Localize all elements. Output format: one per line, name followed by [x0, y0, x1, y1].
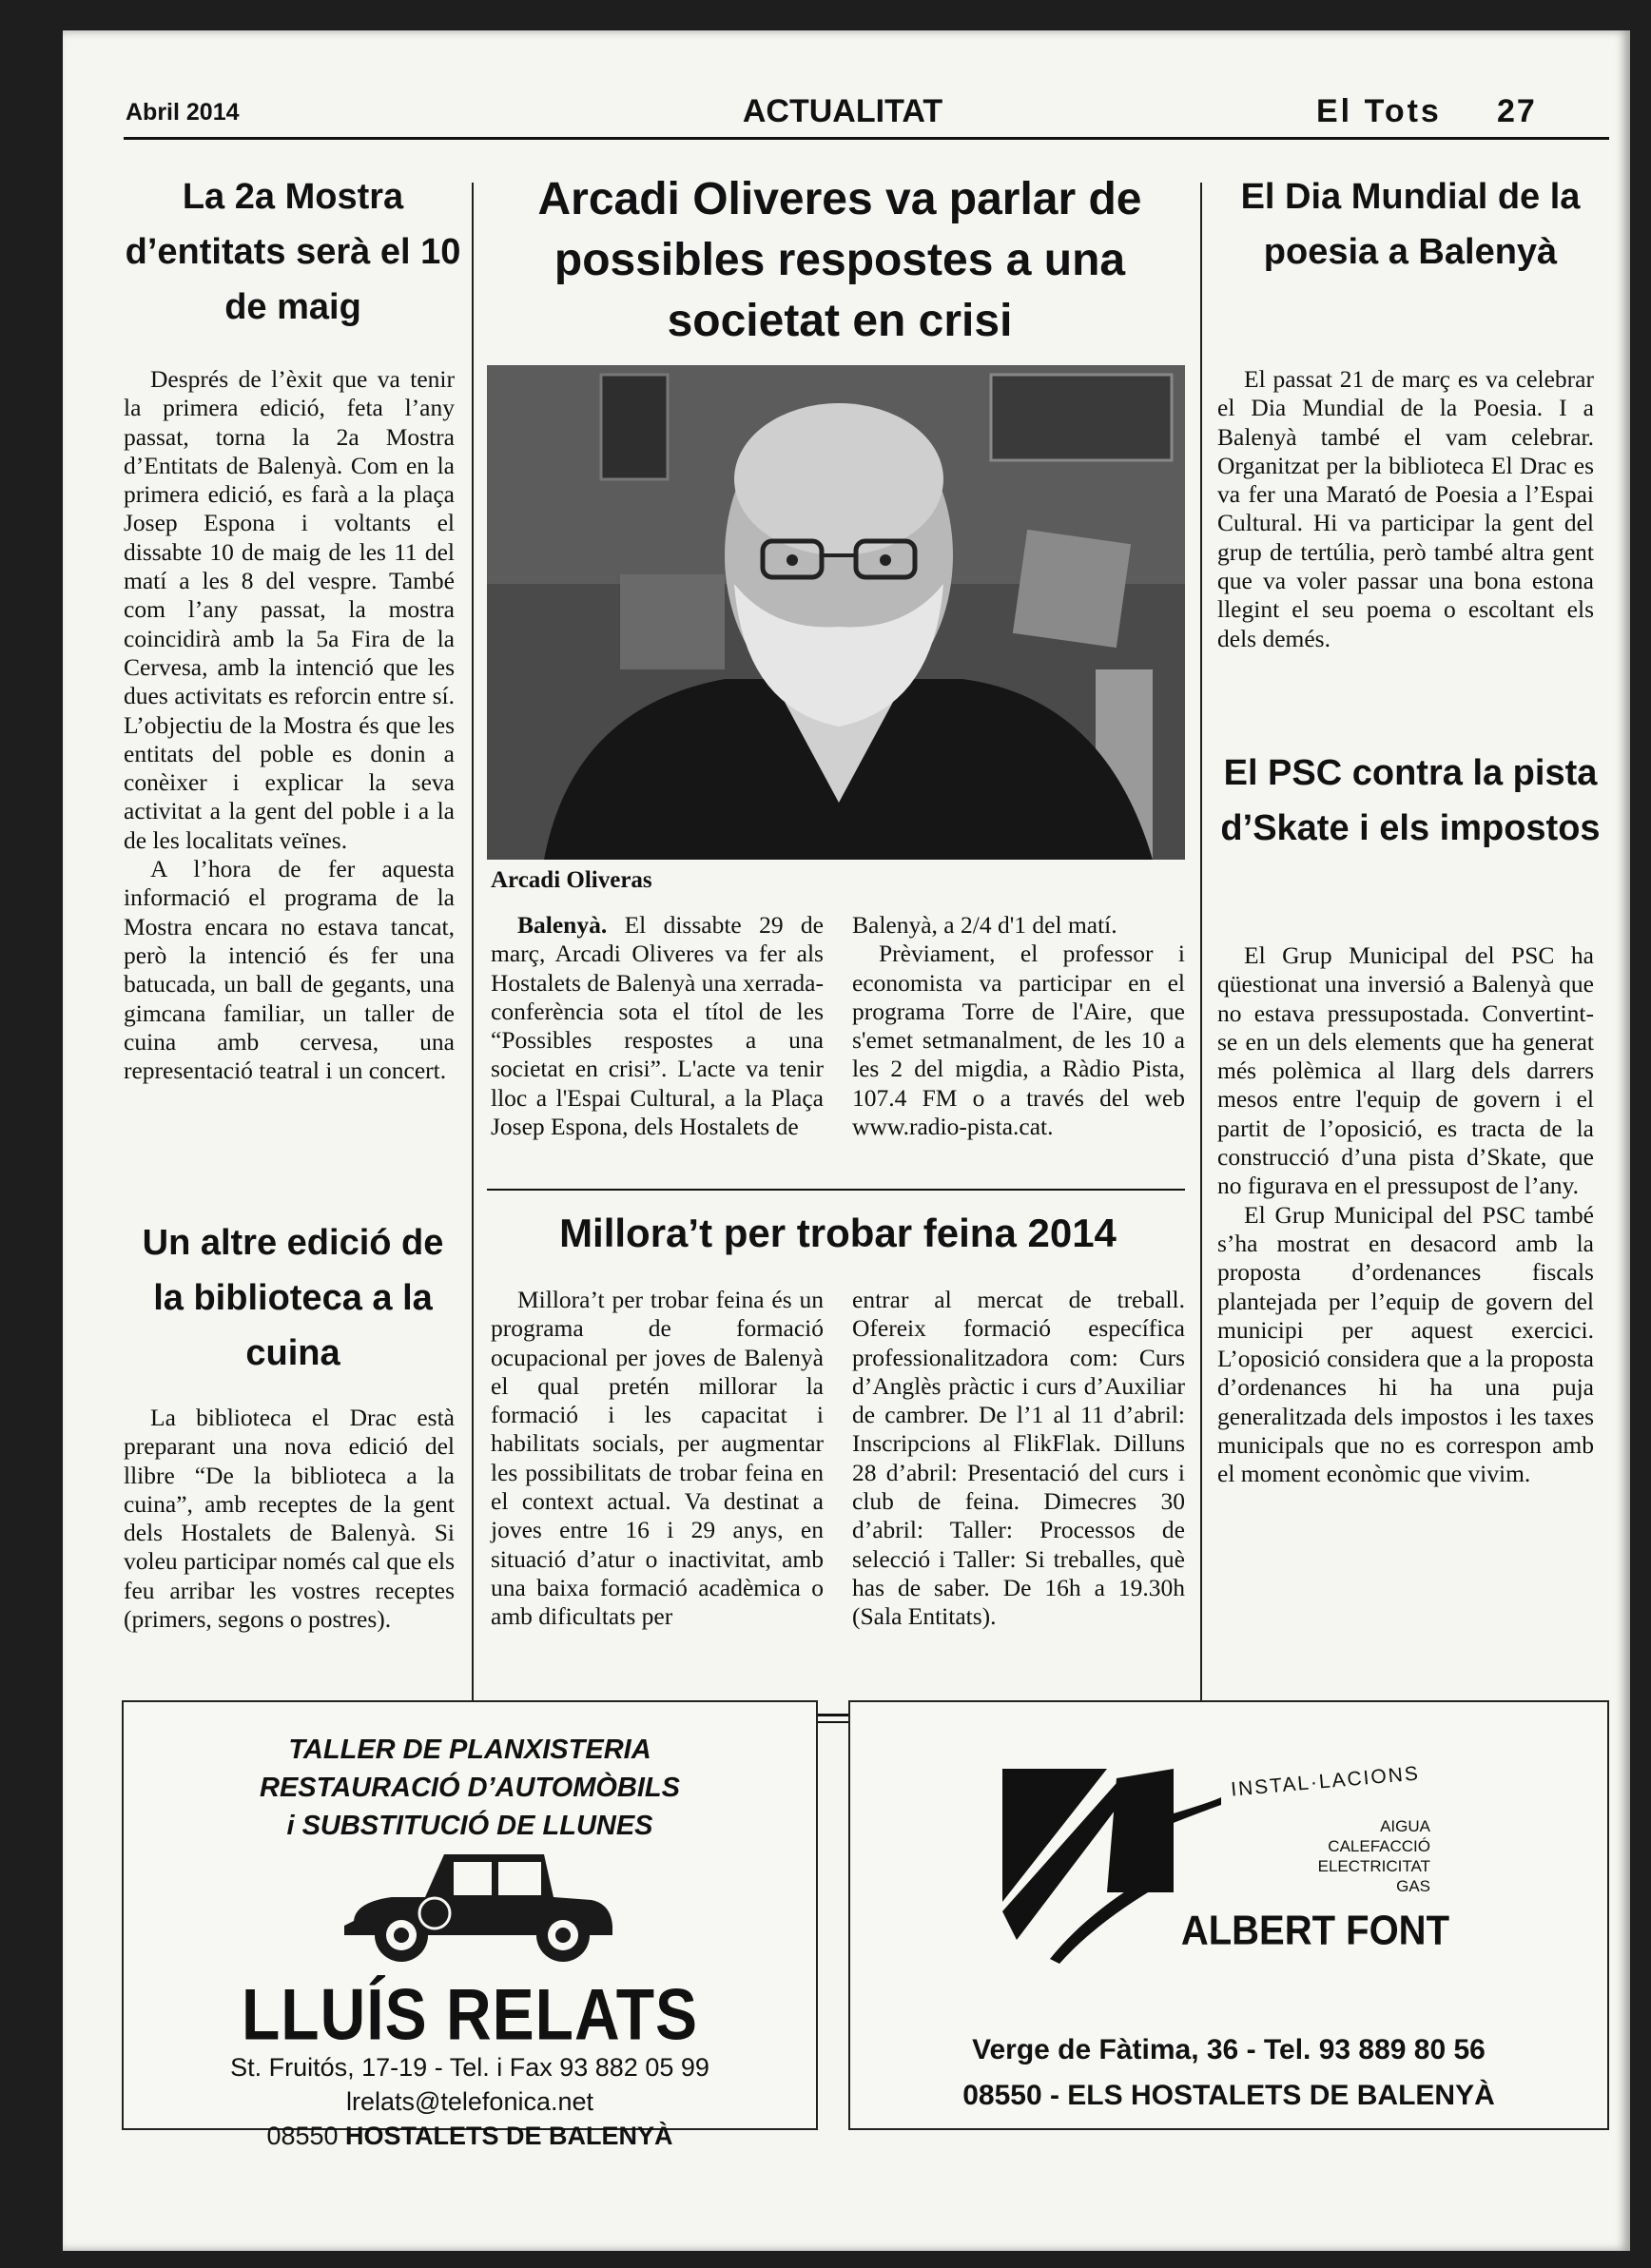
ad-font-installations: INSTAL·LACIONS — [1230, 1762, 1421, 1801]
ad-relats-email: lrelats@telefonica.net — [345, 2087, 594, 2116]
poesia-article-body — [1217, 365, 1594, 653]
publication-name: El Tots — [1316, 93, 1442, 129]
oliveres-text: El dissabte 29 de març, Arcadi Oliveres va fer als Hostalets de Balenyà una xerrada-conferència sota el títol de les “Possibles respostes a una societat en crisi”. L'acte va tenir lloc a l'Espai Cultural, a la Plaça Josep Espona, dels Hostalets de — [491, 911, 825, 1141]
oliveres-column-1 — [491, 911, 824, 1141]
poesia-paragraph: El passat 21 de març es va celebrar el Dia Mundial de la Poesia. I a Balenyà també el vam celebrar. Organitzat per la biblioteca El Drac es va fer una Marató de Poesia a l’Espai Cultural. Hi va participar la gent del grup de tertúlia, però també altra gent que va voler passar una bona estona llegint el seu poema o escoltant els dels demés. — [1217, 365, 1594, 652]
oliveres-text: Prèviament, el professor i economista va participar en el programa Torre de l'Aire, que s'emet setmanalment, de les 10 a les 2 del migdia, a Ràdio Pista, 107.4 FM o a través del web www.radio-pista.cat. — [852, 940, 1185, 1141]
millora-text: entrar al mercat de treball. Ofereix formació específica professionalitzadora com: Curs d’Anglès pràctic i curs d’Auxiliar de cambrer. De l’1 al 11 d’abril: Inscripcions al FlikFlak. Dilluns 28 d’abril: Presentació del curs i club de feina. Dimecres 30 d’abril: Taller: Processos de selecció i Taller: Si treballes, què has de saber. De 16h a 19.30h (Sala Entitats). — [852, 1286, 1185, 1631]
ad-relats-line3: i SUBSTITUCIÓ DE LLUNES — [286, 1811, 653, 1841]
ad-lluis-relats — [122, 1700, 818, 2150]
mostra-paragraph: A l’hora de fer aquesta informació el programa de la Mostra encara no estava tancat, però la intenció és fer una batucada, un ball de gegants, una gimcana familiar, un taller de cuina amb cervesa, una representació teatral i un concert. — [124, 855, 455, 1085]
millora-text: Millora’t per trobar feina és un programa de formació ocupacional per joves de Balenyà el qual pretén millorar la formació i les capacitat i habilitats socials, per augmentar les possibilitats de trobar feina en el context actual. Va destinat a joves entre 16 i 29 anys, en situació d’atur o inactivitat, amb una baixa formació acadèmica o amb dificultats per — [491, 1286, 824, 1631]
ad-font-town: 08550 - ELS HOSTALETS DE BALENYÀ — [962, 2080, 1495, 2111]
oliveres-photo — [487, 365, 1185, 860]
mostra-paragraph: Després de l’èxit que va tenir la primera edició, feta l’any passat, torna la 2a Mostra d’Entitats de Balenyà. Com en la primera edició, es farà a la plaça Josep Espona i voltants el dissabte 10 de maig de les 11 del matí a les 8 del vespre. També com l’any passat, la mostra coincidirà amb la 5a Fira de la Cervesa, amb la intenció que les dues activitats es reforcin entre sí. L’objectiu de la Mostra és que les entitats del poble es donin a conèixer i explicar la seva activitat a la gent del poble i a la de les localitats veïnes. — [124, 365, 455, 854]
oliveres-text: Balenyà, a 2/4 d'1 del matí. — [852, 911, 1117, 939]
mostra-article-body — [124, 365, 455, 1085]
psc-paragraph: El Grup Municipal del PSC també s’ha mostrat en desacord amb la proposta d’ordenances fiscals plantejada per l’equip de govern del municipi per aquest exercici. L’oposició considera que a la proposta d’ordenances hi ha una puja generalitzada dels impostos i les taxes municipals que no es correspon amb el moment econòmic que vivim. — [1217, 1200, 1594, 1488]
center-section-rule — [487, 1189, 1185, 1191]
photo-caption: Arcadi Oliveras — [491, 867, 652, 893]
header-rule — [124, 137, 1609, 140]
millora-column-1 — [491, 1286, 824, 1632]
page-number: 27 — [1497, 93, 1537, 129]
psc-paragraph: El Grup Municipal del PSC ha qüestionat una inversió a Balenyà que no estava pressupostada. Convertint-se en un dels elements que ha generat més polèmica al llarg dels darrers mesos entre l'equip de govern i el partit de l’oposició, es tracta de la construcció d’una pista d’Skate, que no figurava en el pressupost de l’any. — [1217, 941, 1594, 1200]
ad-relats-line1: TALLER DE PLANXISTERIA — [288, 1735, 651, 1765]
biblioteca-headline: Un altre edició de la biblioteca a la cuina — [142, 1223, 444, 1373]
section-title: ACTUALITAT — [742, 93, 943, 129]
ad-relats-address: St. Fruitós, 17-19 - Tel. i Fax 93 882 05 99 — [230, 2053, 709, 2082]
ad-font-service: GAS — [1396, 1877, 1430, 1895]
ad-albert-font — [848, 1700, 1609, 2130]
psc-headline: El PSC contra la pista d’Skate i els impostos — [1220, 753, 1601, 848]
portrait-illustration — [487, 365, 1185, 860]
newspaper-page — [63, 30, 1630, 2251]
column-divider-right — [1200, 183, 1202, 1704]
ad-relats-town: HOSTALETS DE BALENYÀ — [345, 2122, 673, 2150]
dateline: Balenyà. — [517, 911, 608, 939]
ad-font-address: Verge de Fàtima, 36 - Tel. 93 889 80 56 — [972, 2034, 1486, 2065]
oliveres-column-2 — [852, 911, 1185, 1141]
millora-column-2 — [852, 1286, 1185, 1632]
poesia-headline: El Dia Mundial de la poesia a Balenyà — [1240, 177, 1581, 272]
column-divider-left — [472, 183, 474, 1704]
ad-font-service: ELECTRICITAT — [1317, 1857, 1430, 1875]
mostra-headline: La 2a Mostra d’entitats serà el 10 de maig — [125, 177, 461, 327]
ad-relats-line2: RESTAURACIÓ D’AUTOMÒBILS — [260, 1773, 680, 1803]
biblioteca-article-body — [124, 1404, 455, 1634]
oliveres-headline: Arcadi Oliveres va parlar de possibles respostes a una societat en crisi — [537, 174, 1142, 346]
ad-font-name: ALBERT FONT — [1180, 1907, 1449, 1954]
ad-font-service: AIGUA — [1380, 1817, 1430, 1835]
vintage-car-icon — [335, 1845, 620, 1968]
ad-relats-postal: 08550 — [266, 2122, 339, 2150]
psc-article-body — [1217, 941, 1594, 1489]
issue-date: Abril 2014 — [126, 99, 240, 126]
millora-headline: Millora’t per trobar feina 2014 — [559, 1211, 1117, 1255]
ad-relats-name: LLUÍS RELATS — [241, 1973, 699, 2055]
biblioteca-paragraph: La biblioteca el Drac està preparant una nova edició del llibre “De la biblioteca a la cuina”, amb receptes de la gent dels Hostalets de Balenyà. Si voleu participar només cal que els feu arribar les vostres receptes (primers, segons o postres). — [124, 1404, 455, 1634]
ad-font-service: CALEFACCIÓ — [1328, 1837, 1430, 1855]
